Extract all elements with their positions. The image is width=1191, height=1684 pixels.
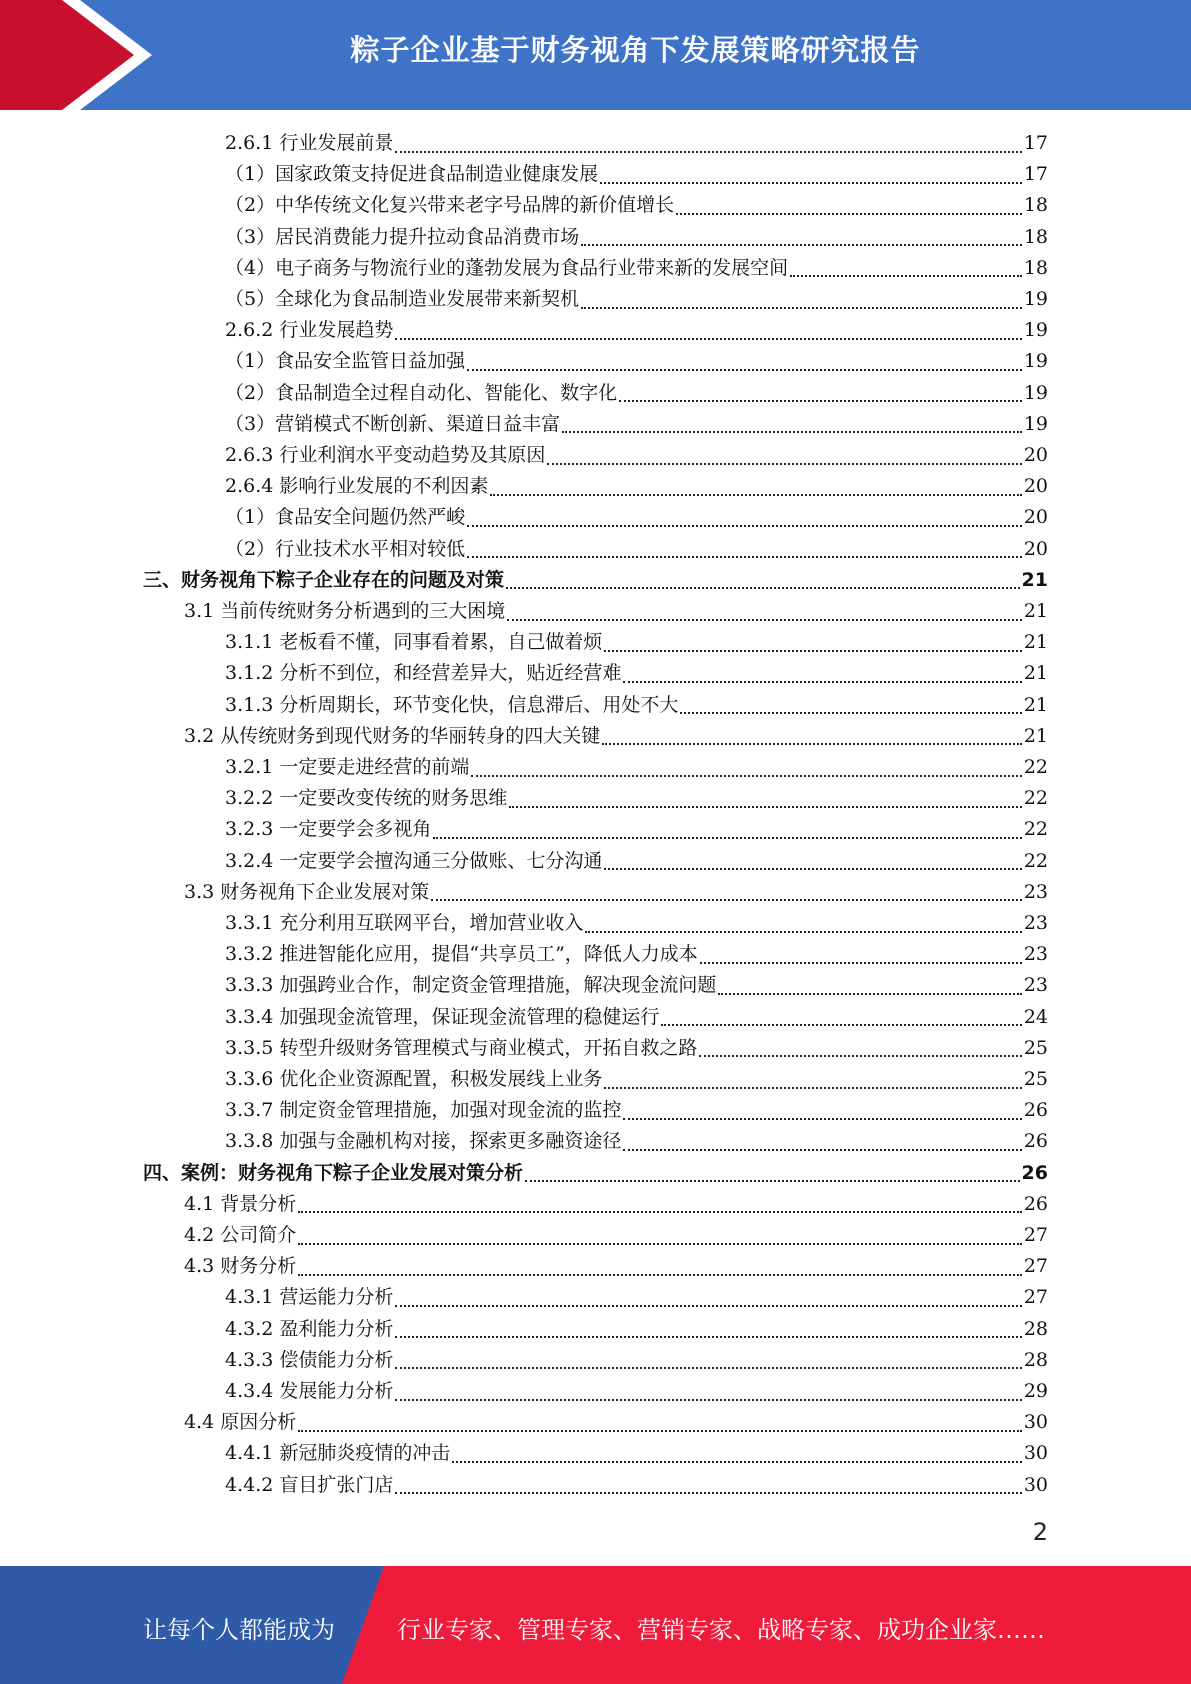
toc-entry-label: （1）食品安全监管日益加强 [225,350,466,373]
toc-entry[interactable] [225,378,1048,409]
toc-entry[interactable] [184,596,1048,627]
toc-entry-page: 22 [1023,849,1048,872]
toc-entry-page: 29 [1023,1380,1048,1402]
toc-leader-dots [676,213,1022,215]
toc-leader-dots [298,1211,1022,1213]
toc-entry-page: 22 [1023,818,1048,841]
toc-entry-label: （2）食品制造全过程自动化、智能化、数字化 [225,381,618,404]
toc-leader-dots [395,1305,1021,1307]
toc-entry[interactable] [225,1095,1048,1126]
toc-entry-label: 4.3.2 盈利能力分析 [225,1317,394,1340]
toc-entry-label: 三、财务视角下粽子企业存在的问题及对策 [143,568,505,591]
toc-entry-label: 3.2 从传统财务到现代财务的华丽转身的四大关键 [184,724,601,747]
toc-entry-page: 21 [1023,600,1048,622]
toc-entry[interactable] [225,939,1048,970]
toc-leader-dots [467,525,1022,527]
toc-leader-dots [547,463,1021,465]
toc-entry-page: 19 [1023,319,1048,342]
toc-entry-page: 17 [1023,132,1048,154]
footer-slogan-right: 行业专家、管理专家、营销专家、战略专家、成功企业家…… [397,1616,1045,1644]
toc-entry-page: 22 [1023,787,1048,810]
toc-entry-label: 3.3 财务视角下企业发展对策 [184,880,430,903]
toc-entry[interactable] [225,783,1048,814]
toc-entry[interactable] [184,1220,1048,1251]
toc-leader-dots [525,1180,1020,1182]
toc-entry[interactable] [225,222,1048,253]
toc-entry-label: 3.2.3 一定要学会多视角 [225,818,432,841]
toc-leader-dots [298,1274,1022,1276]
footer-slogan-left: 让每个人都能成为 [143,1616,335,1644]
toc-entry[interactable] [225,284,1048,315]
toc-entry-page: 30 [1023,1411,1048,1434]
page-number: 2 [1032,1518,1048,1546]
toc-entry[interactable] [225,1314,1048,1345]
toc-leader-dots [680,712,1021,714]
toc-entry[interactable] [184,721,1048,752]
toc-entry-page: 27 [1023,1255,1048,1278]
toc-entry-label: 4.3.4 发展能力分析 [225,1380,394,1402]
toc-entry[interactable] [184,1407,1048,1438]
toc-entry-label: 3.1 当前传统财务分析遇到的三大困境 [184,600,506,622]
toc-entry-page: 18 [1023,225,1048,248]
toc-leader-dots [619,400,1022,402]
toc-leader-dots [395,1492,1021,1494]
toc-leader-dots [585,931,1021,933]
toc-entry-page: 18 [1023,194,1048,217]
toc-entry[interactable] [225,440,1048,471]
toc-leader-dots [431,899,1022,901]
toc-entry[interactable] [225,846,1048,877]
toc-entry-page: 23 [1023,943,1048,966]
toc-entry[interactable] [225,1282,1048,1313]
toc-leader-dots [600,182,1022,184]
toc-entry-page: 23 [1023,912,1048,934]
toc-leader-dots [433,837,1021,839]
toc-leader-dots [298,1243,1022,1245]
toc-entry-label: 4.1 背景分析 [184,1192,297,1215]
toc-entry[interactable] [225,502,1048,533]
toc-entry[interactable] [184,877,1048,908]
toc-entry-page: 27 [1023,1224,1048,1246]
toc-entry[interactable] [225,315,1048,346]
toc-entry[interactable] [225,690,1048,721]
toc-leader-dots [395,1336,1021,1338]
toc-entry-page: 21 [1023,724,1048,747]
toc-entry[interactable] [225,1033,1048,1064]
toc-leader-dots [623,1149,1021,1151]
toc-entry-label: 3.2.1 一定要走进经营的前端 [225,756,470,778]
toc-entry-label: 3.3.4 加强现金流管理，保证现金流管理的稳健运行 [225,1005,660,1028]
toc-entry-label: 3.2.2 一定要改变传统的财务思维 [225,787,508,810]
toc-entry-label: （2）中华传统文化复兴带来老字号品牌的新价值增长 [225,194,675,217]
toc-entry[interactable] [225,534,1048,565]
toc-entry-label: 4.3.3 偿债能力分析 [225,1348,394,1371]
toc-entry-page: 19 [1023,350,1048,373]
toc-entry-label: 3.3.2 推进智能化应用，提倡“共享员工”，降低人力成本 [225,943,698,966]
toc-entry[interactable] [225,752,1048,783]
toc-entry-label: 2.6.3 行业利润水平变动趋势及其原因 [225,444,546,466]
toc-leader-dots [490,494,1021,496]
toc-entry[interactable] [225,409,1048,440]
toc-entry-page: 28 [1023,1317,1048,1340]
toc-entry-label: （5）全球化为食品制造业发展带来新契机 [225,288,580,310]
toc-entry-label: （4）电子商务与物流行业的蓬勃发展为食品行业带来新的发展空间 [225,256,789,279]
toc-entry[interactable] [225,159,1048,190]
toc-entry-label: 2.6.2 行业发展趋势 [225,319,394,342]
toc-entry[interactable] [143,1158,1048,1189]
toc-leader-dots [395,1367,1021,1369]
toc-leader-dots [602,743,1022,745]
document-title: 粽子企业基于财务视角下发展策略研究报告 [350,33,921,67]
toc-leader-dots [604,868,1021,870]
toc-entry[interactable] [184,1189,1048,1220]
toc-entry-page: 20 [1023,537,1048,560]
toc-entry[interactable] [225,471,1048,502]
toc-leader-dots [507,619,1022,621]
toc-entry-page: 20 [1023,475,1048,498]
toc-entry-label: （2）行业技术水平相对较低 [225,537,466,560]
toc-leader-dots [506,587,1020,589]
toc-entry-page: 19 [1023,412,1048,435]
toc-leader-dots [395,151,1021,153]
toc-leader-dots [562,431,1022,433]
toc-entry-page: 18 [1023,256,1048,279]
toc-leader-dots [718,993,1021,995]
toc-entry-label: 4.4.2 盲目扩张门店 [225,1473,394,1496]
toc-entry-label: 3.3.3 加强跨业合作，制定资金管理措施，解决现金流问题 [225,974,717,997]
toc-leader-dots [700,962,1022,964]
toc-entry[interactable] [225,253,1048,284]
toc-entry-page: 30 [1023,1442,1048,1465]
toc-entry-page: 23 [1023,974,1048,997]
toc-leader-dots [604,1087,1021,1089]
toc-entry-page: 20 [1023,506,1048,529]
toc-entry-label: 4.4 原因分析 [184,1411,297,1434]
toc-entry-label: （3）居民消费能力提升拉动食品消费市场 [225,225,580,248]
toc-entry-page: 19 [1023,381,1048,404]
toc-entry-label: 2.6.4 影响行业发展的不利因素 [225,475,489,498]
toc-entry-page: 26 [1023,1099,1048,1122]
toc-entry[interactable] [225,1064,1048,1095]
toc-entry-label: 3.3.7 制定资金管理措施，加强对现金流的监控 [225,1099,622,1122]
toc-leader-dots [467,556,1022,558]
toc-entry-page: 25 [1023,1068,1048,1090]
toc-entry-label: 4.3.1 营运能力分析 [225,1286,394,1309]
toc-leader-dots [395,1399,1021,1401]
toc-leader-dots [604,650,1021,652]
toc-entry-label: 3.3.8 加强与金融机构对接，探索更多融资途径 [225,1130,622,1153]
toc-entry-label: 3.1.1 老板看不懂，同事看着累，自己做着烦 [225,631,603,654]
toc-entry[interactable] [225,658,1048,689]
toc-entry[interactable] [225,908,1048,939]
toc-leader-dots [581,244,1022,246]
toc-entry-label: 3.3.5 转型升级财务管理模式与商业模式，开拓自救之路 [225,1036,698,1059]
toc-entry[interactable] [225,970,1048,1001]
toc-entry-page: 23 [1023,880,1048,903]
toc-entry[interactable] [225,1438,1048,1469]
toc-entry[interactable] [143,565,1048,596]
toc-leader-dots [467,369,1022,371]
toc-entry-page: 24 [1023,1005,1048,1028]
toc-entry-label: 4.3 财务分析 [184,1255,297,1278]
toc-entry-label: （3）营销模式不断创新、渠道日益丰富 [225,412,561,435]
toc-entry-label: 4.2 公司简介 [184,1224,297,1246]
toc-entry-label: （1）国家政策支持促进食品制造业健康发展 [225,163,599,186]
toc-entry-label: 3.3.1 充分利用互联网平台，增加营业收入 [225,912,584,934]
toc-entry-page: 19 [1023,288,1048,310]
toc-entry-label: 3.2.4 一定要学会擅沟通三分做账、七分沟通 [225,849,603,872]
toc-entry-label: （1）食品安全问题仍然严峻 [225,506,466,529]
page-footer [0,1566,1191,1684]
toc-entry-page: 21 [1023,662,1048,685]
toc-leader-dots [623,681,1021,683]
toc-entry[interactable] [225,1345,1048,1376]
toc-leader-dots [623,1118,1021,1120]
toc-entry[interactable] [225,128,1048,159]
toc-entry[interactable] [225,1470,1048,1501]
toc-leader-dots [395,338,1021,340]
toc-entry-page: 21 [1023,693,1048,716]
toc-entry-page: 21 [1021,568,1048,591]
toc-entry-page: 28 [1023,1348,1048,1371]
toc-entry[interactable] [225,346,1048,377]
toc-entry[interactable] [225,1126,1048,1157]
toc-entry-label: 3.1.3 分析周期长，环节变化快，信息滞后、用处不大 [225,693,679,716]
toc-entry[interactable] [225,1376,1048,1407]
toc-leader-dots [452,1461,1021,1463]
toc-entry-label: 3.3.6 优化企业资源配置，积极发展线上业务 [225,1068,603,1090]
toc-leader-dots [699,1055,1021,1057]
toc-entry[interactable] [225,814,1048,845]
toc-leader-dots [661,1024,1021,1026]
toc-entry-page: 26 [1023,1130,1048,1153]
toc-entry-page: 17 [1023,163,1048,186]
toc-leader-dots [581,307,1022,309]
toc-entry-page: 27 [1023,1286,1048,1309]
toc-entry[interactable] [225,1002,1048,1033]
toc-entry[interactable] [225,190,1048,221]
toc-entry-page: 20 [1023,444,1048,466]
toc-entry-page: 26 [1023,1192,1048,1215]
toc-entry-label: 3.1.2 分析不到位，和经营差异大，贴近经营难 [225,662,622,685]
toc-leader-dots [790,275,1022,277]
toc-entry[interactable] [184,1251,1048,1282]
toc-leader-dots [471,775,1021,777]
toc-entry[interactable] [225,627,1048,658]
toc-entry-page: 25 [1023,1036,1048,1059]
toc-entry-page: 30 [1023,1473,1048,1496]
toc-entry-label: 4.4.1 新冠肺炎疫情的冲击 [225,1442,451,1465]
page-header [0,0,1191,110]
toc-entry-page: 26 [1021,1161,1048,1184]
toc-entry-label: 四、案例：财务视角下粽子企业发展对策分析 [143,1161,524,1184]
toc-leader-dots [509,806,1021,808]
toc-leader-dots [298,1430,1022,1432]
toc-entry-page: 21 [1023,631,1048,654]
toc-entry-label: 2.6.1 行业发展前景 [225,132,394,154]
toc-entry-page: 22 [1023,756,1048,778]
